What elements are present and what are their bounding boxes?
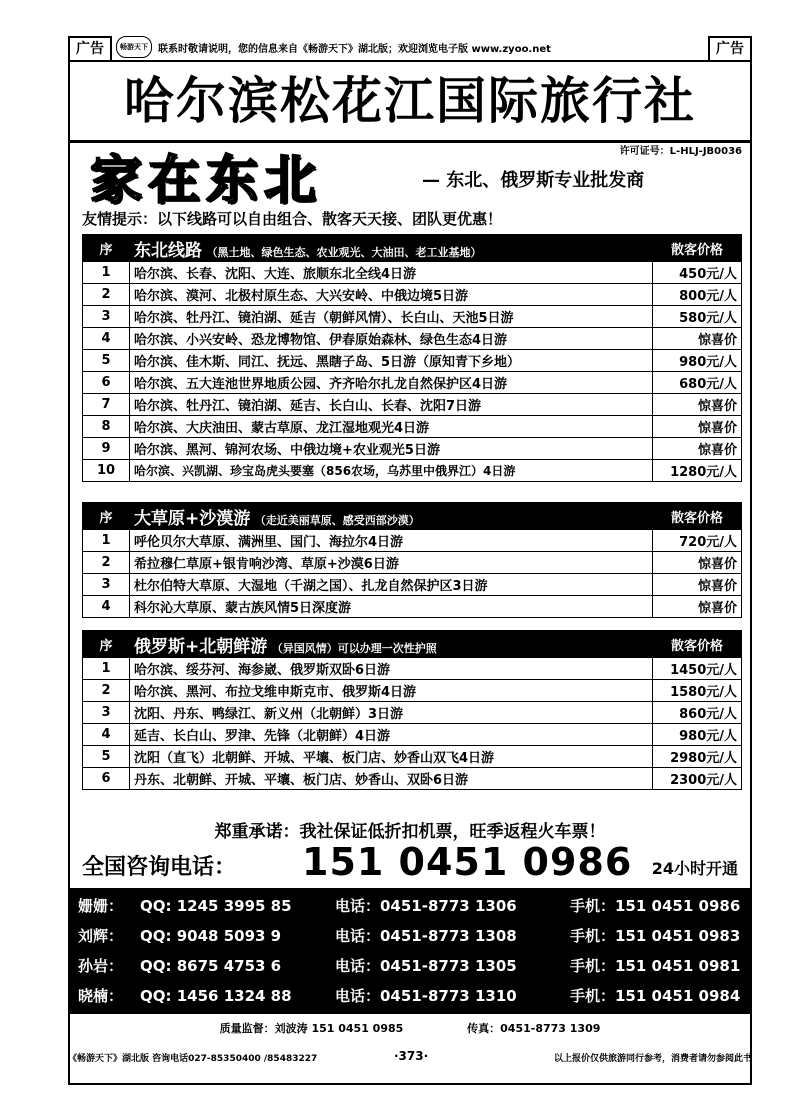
route-price: 680元/人 — [653, 372, 742, 394]
table-row — [83, 438, 742, 460]
route-name: 哈尔滨、大庆油田、蒙古草原、龙江湿地观光4日游 — [130, 416, 653, 438]
section-title-cell — [130, 503, 653, 530]
price-header: 散客价格 — [653, 235, 742, 262]
contacts-panel — [70, 888, 750, 1014]
contact-phone: 电话：0451-8773 1308 — [335, 927, 517, 945]
row-number: 1 — [83, 530, 130, 552]
footer-left: 《畅游天下》湖北版 咨询电话027-85350400 /85483227 — [68, 1054, 318, 1064]
row-number: 2 — [83, 680, 130, 702]
row-number: 5 — [83, 746, 130, 768]
contact-mobile: 手机：151 0451 0986 — [570, 897, 741, 915]
table-row — [83, 284, 742, 306]
contact-name: 刘辉： — [78, 927, 124, 945]
contact-qq: QQ: 9048 5093 9 — [140, 927, 282, 945]
section-title-cell — [130, 631, 653, 658]
row-number: 4 — [83, 724, 130, 746]
table-row — [83, 416, 742, 438]
row-number: 2 — [83, 284, 130, 306]
route-name: 呼伦贝尔大草原、满洲里、国门、海拉尔4日游 — [130, 530, 653, 552]
supervision: 质量监督：刘波涛 151 0451 0985 — [219, 1022, 404, 1035]
route-name: 延吉、长白山、罗津、先锋（北朝鲜）4日游 — [130, 724, 653, 746]
route-name: 哈尔滨、佳木斯、同江、抚远、黑瞎子岛、5日游（原知青下乡地） — [130, 350, 653, 372]
route-name: 丹东、北朝鲜、开城、平壤、板门店、妙香山、双卧6日游 — [130, 768, 653, 790]
route-name: 希拉穆仁草原+银肯响沙湾、草原+沙漠6日游 — [130, 552, 653, 574]
table-row — [83, 596, 742, 618]
route-name: 哈尔滨、牡丹江、镜泊湖、延吉（朝鲜风情）、长白山、天池5日游 — [130, 306, 653, 328]
table-row — [83, 530, 742, 552]
route-name: 哈尔滨、黑河、锦河农场、中俄边境+农业观光5日游 — [130, 438, 653, 460]
route-price: 惊喜价 — [653, 552, 742, 574]
row-number: 6 — [83, 372, 130, 394]
contact-mobile: 手机：151 0451 0983 — [570, 927, 741, 945]
row-number: 1 — [83, 658, 130, 680]
license-number: 许可证号：L-HLJ-JB0036 — [619, 146, 742, 157]
row-number: 7 — [83, 394, 130, 416]
route-name: 哈尔滨、牡丹江、镜泊湖、延吉、长白山、长春、沈阳7日游 — [130, 394, 653, 416]
contact-row — [70, 892, 750, 920]
section-header — [83, 503, 742, 530]
page-footer — [68, 1049, 752, 1067]
magazine-logo-icon: 畅游天下 — [116, 36, 152, 58]
table-row — [83, 574, 742, 596]
contact-phone: 电话：0451-8773 1306 — [335, 897, 517, 915]
row-number: 1 — [83, 262, 130, 284]
page-number: ·373· — [394, 1049, 429, 1063]
table-row — [83, 702, 742, 724]
contact-name: 孙岩： — [78, 957, 124, 975]
section-header — [83, 631, 742, 658]
route-name: 科尔沁大草原、蒙古族风情5日深度游 — [130, 596, 653, 618]
company-name: 哈尔滨松花江国际旅行社 — [124, 72, 696, 130]
brand-title: 家在东北 — [90, 151, 323, 211]
seq-header: 序 — [83, 631, 130, 658]
route-name: 哈尔滨、长春、沈阳、大连、旅顺东北全线4日游 — [130, 262, 653, 284]
route-name: 沈阳、丹东、鸭绿江、新义州（北朝鲜）3日游 — [130, 702, 653, 724]
fax-number: 传真：0451-8773 1309 — [467, 1022, 601, 1035]
contact-row — [70, 922, 750, 950]
contact-row — [70, 952, 750, 980]
contact-phone: 电话：0451-8773 1305 — [335, 957, 517, 975]
table-row — [83, 658, 742, 680]
contact-row — [70, 982, 750, 1010]
table-row — [83, 372, 742, 394]
brand-subtitle: — 东北、俄罗斯专业批发商 — [422, 170, 645, 191]
contact-qq: QQ: 1245 3995 85 — [140, 897, 292, 915]
route-price: 惊喜价 — [653, 394, 742, 416]
row-number: 3 — [83, 702, 130, 724]
route-price: 980元/人 — [653, 724, 742, 746]
contact-phone: 电话：0451-8773 1310 — [335, 987, 517, 1005]
friendly-hint: 友情提示：以下线路可以自由组合、散客天天接、团队更优惠！ — [82, 210, 503, 228]
section-note: （黑土地、绿色生态、农业观光、大油田、老工业基地） — [206, 245, 482, 259]
contact-mobile: 手机：151 0451 0981 — [570, 957, 741, 975]
table-row — [83, 460, 742, 482]
table-row — [83, 746, 742, 768]
route-name: 哈尔滨、兴凯湖、珍宝岛虎头要塞（856农场，乌苏里中俄界江）4日游 — [130, 460, 653, 482]
table-row — [83, 328, 742, 350]
hotline-label: 全国咨询电话： — [82, 855, 237, 880]
contact-name: 姗姗： — [78, 897, 124, 915]
route-name: 哈尔滨、五大连池世界地质公园、齐齐哈尔扎龙自然保护区4日游 — [130, 372, 653, 394]
row-number: 8 — [83, 416, 130, 438]
route-price: 580元/人 — [653, 306, 742, 328]
table-row — [83, 394, 742, 416]
route-price: 980元/人 — [653, 350, 742, 372]
contact-name: 晓楠： — [78, 987, 124, 1005]
routes-table-grassland — [82, 502, 742, 618]
row-number: 6 — [83, 768, 130, 790]
section-note: （走近美丽草原、感受西部沙漠） — [254, 513, 420, 527]
route-price: 1450元/人 — [653, 658, 742, 680]
section-title: 东北线路 — [134, 240, 202, 261]
section-title: 俄罗斯+北朝鲜游 — [134, 636, 268, 657]
route-price: 2300元/人 — [653, 768, 742, 790]
hotline-note: 24小时开通 — [651, 859, 738, 878]
row-number: 4 — [83, 596, 130, 618]
route-price: 惊喜价 — [653, 328, 742, 350]
section-title-cell — [130, 235, 653, 262]
route-price: 450元/人 — [653, 262, 742, 284]
top-bar — [68, 36, 752, 58]
ad-tag-right: 广告 — [708, 36, 752, 62]
route-price: 1580元/人 — [653, 680, 742, 702]
row-number: 9 — [83, 438, 130, 460]
route-price: 惊喜价 — [653, 596, 742, 618]
route-name: 哈尔滨、漠河、北极村原生态、大兴安岭、中俄边境5日游 — [130, 284, 653, 306]
seq-header: 序 — [83, 503, 130, 530]
table-row — [83, 768, 742, 790]
footer-disclaimer: 以上报价仅供旅游同行参考，消费者请勿参阅此书 — [553, 1054, 752, 1064]
top-note: 联系时敬请说明，您的信息来自《畅游天下》湖北版；欢迎浏览电子版 www.zyoo.net — [158, 44, 551, 55]
price-header: 散客价格 — [653, 631, 742, 658]
hotline — [82, 840, 742, 886]
section-title: 大草原+沙漠游 — [134, 508, 251, 529]
table-row — [83, 350, 742, 372]
table-row — [83, 724, 742, 746]
route-price: 720元/人 — [653, 530, 742, 552]
promise-text: 郑重承诺：我社保证低折扣机票，旺季返程火车票！ — [214, 822, 606, 842]
table-row — [83, 552, 742, 574]
row-number: 5 — [83, 350, 130, 372]
route-name: 沈阳（直飞）北朝鲜、开城、平壤、板门店、妙香山双飞4日游 — [130, 746, 653, 768]
routes-table-northeast — [82, 234, 742, 482]
row-number: 3 — [83, 306, 130, 328]
route-price: 惊喜价 — [653, 438, 742, 460]
route-price: 1280元/人 — [653, 460, 742, 482]
row-number: 3 — [83, 574, 130, 596]
table-row — [83, 306, 742, 328]
route-price: 860元/人 — [653, 702, 742, 724]
route-price: 2980元/人 — [653, 746, 742, 768]
table-row — [83, 262, 742, 284]
route-price: 800元/人 — [653, 284, 742, 306]
route-name: 哈尔滨、绥芬河、海参崴、俄罗斯双卧6日游 — [130, 658, 653, 680]
ad-frame — [68, 60, 752, 1085]
section-note: （异国风情）可以办理一次性护照 — [271, 641, 437, 655]
hotline-number: 151 0451 0986 — [302, 840, 633, 884]
route-price: 惊喜价 — [653, 574, 742, 596]
route-name: 哈尔滨、黑河、布拉戈维申斯克市、俄罗斯4日游 — [130, 680, 653, 702]
seq-header: 序 — [83, 235, 130, 262]
contact-qq: QQ: 8675 4753 6 — [140, 957, 282, 975]
routes-table-russia-korea — [82, 630, 742, 790]
supervision-line — [70, 1020, 750, 1036]
route-name: 杜尔伯特大草原、大湿地（千湖之国）、扎龙自然保护区3日游 — [130, 574, 653, 596]
row-number: 10 — [83, 460, 130, 482]
ad-tag-left: 广告 — [68, 36, 112, 62]
contact-qq: QQ: 1456 1324 88 — [140, 987, 292, 1005]
contact-mobile: 手机：151 0451 0984 — [570, 987, 741, 1005]
price-header: 散客价格 — [653, 503, 742, 530]
row-number: 2 — [83, 552, 130, 574]
row-number: 4 — [83, 328, 130, 350]
route-name: 哈尔滨、小兴安岭、恐龙博物馆、伊春原始森林、绿色生态4日游 — [130, 328, 653, 350]
table-row — [83, 680, 742, 702]
route-price: 惊喜价 — [653, 416, 742, 438]
section-header — [83, 235, 742, 262]
